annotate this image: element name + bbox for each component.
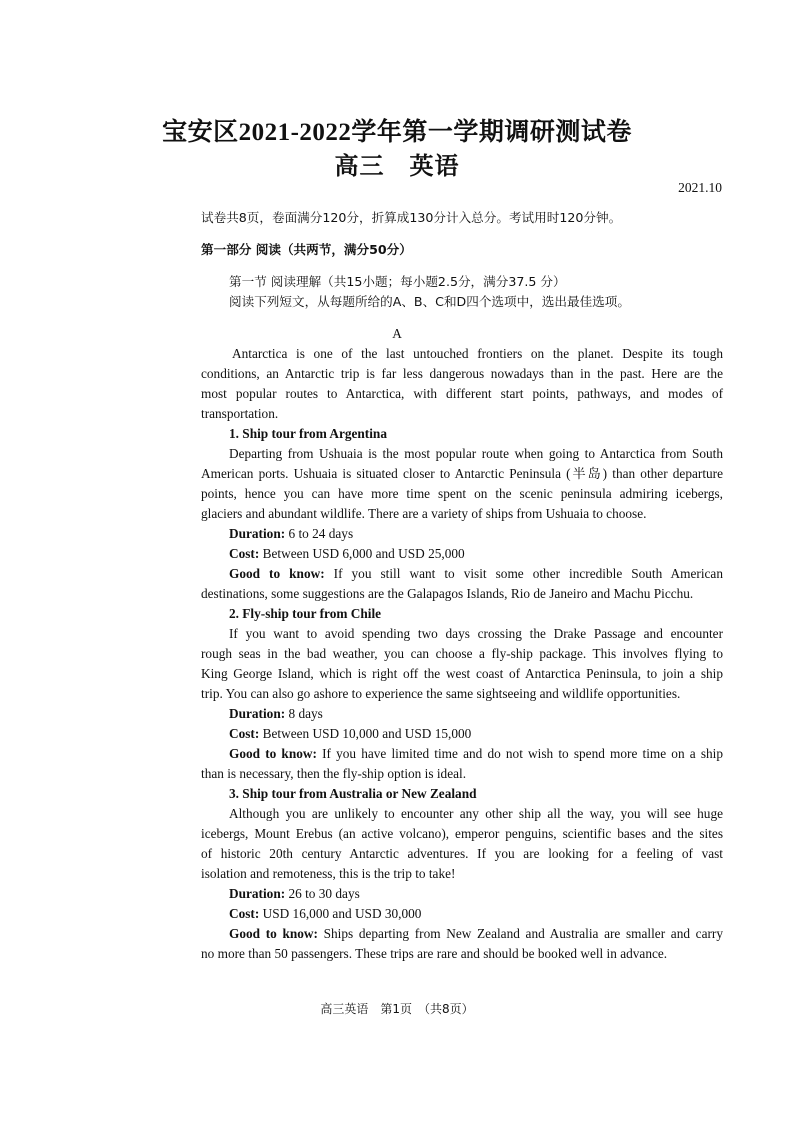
route2-know: [229, 744, 723, 764]
route3-line: of historic 20th century Antarctic adventures. If you are looking for a feeling of vast: [201, 846, 723, 861]
know-label: Good to know:: [229, 566, 325, 581]
cost-label: Cost:: [229, 906, 260, 921]
route1-know-line: destinations, some suggestions are the Galapagos Islands, Rio de Janeiro and Machu Picchu.: [201, 586, 694, 601]
intro-line: Antarctica is one of the last untouched frontiers on the planet. Despite its tough: [232, 346, 723, 361]
exam-title: 宝安区2021-2022学年第一学期调研测试卷: [162, 119, 632, 146]
duration-value: 8 days: [285, 706, 323, 721]
duration-value: 6 to 24 days: [285, 526, 354, 541]
route2-heading: 2. Fly-ship tour from Chile: [229, 606, 382, 621]
route3-line: Although you are unlikely to encounter any other ship all the way, you will see huge: [229, 806, 723, 821]
duration-label: Duration:: [229, 886, 286, 901]
duration-value: 26 to 30 days: [285, 886, 360, 901]
cost-label: Cost:: [229, 546, 260, 561]
intro-line: conditions, an Antarctic trip is far less dangerous nowadays than in the past. Here are the: [201, 366, 723, 381]
know-label: Good to know:: [229, 746, 317, 761]
route1-know: [229, 564, 723, 584]
route3-line: icebergs, Mount Erebus (an active volcano), emperor penguins, scientific bases and the sites: [201, 826, 723, 841]
route2-duration: [229, 704, 323, 724]
route3-line: isolation and remoteness, this is the trip to take!: [201, 866, 456, 881]
route2-line: King George Island, which is right off the west coast of Antarctica Peninsula, to join a ship: [201, 666, 723, 681]
section1-instruction: 阅读下列短文，从每题所给的A、B、C和D四个选项中，选出最佳选项。: [229, 294, 630, 309]
duration-label: Duration:: [229, 526, 286, 541]
know-text: If you have limited time and do not wish to spend more time on a ship: [316, 746, 723, 761]
section1-title: 第一节 阅读理解（共15小题；每小题2.5分，满分37.5 分）: [229, 274, 566, 289]
know-label: Good to know:: [229, 926, 318, 941]
cost-value: Between USD 10,000 and USD 15,000: [259, 726, 472, 741]
route2-line: trip. You can also go ashore to experience the same sightseeing and wildlife opportunities.: [201, 686, 681, 701]
know-text: Ships departing from New Zealand and Australia are smaller and carry: [317, 926, 723, 941]
exam-date: 2021.10: [678, 180, 722, 195]
exam-subtitle: 高三 英语: [334, 154, 460, 180]
cost-value: Between USD 6,000 and USD 25,000: [259, 546, 465, 561]
intro-line: transportation.: [201, 406, 279, 421]
duration-label: Duration:: [229, 706, 286, 721]
route1-line: glaciers and abundant wildlife. There are a variety of ships from Ushuaia to choose.: [201, 506, 647, 521]
route1-line: American ports. Ushuaia is situated closer to Antarctic Peninsula (半岛) than other departure: [201, 466, 723, 481]
route2-line: rough seas in the bad weather, you can choose a fly-ship package. This involves flying to: [201, 646, 723, 661]
route3-duration: [229, 884, 360, 904]
route2-cost: [229, 724, 471, 744]
route3-cost: [229, 904, 421, 924]
cost-label: Cost:: [229, 726, 260, 741]
route1-heading: 1. Ship tour from Argentina: [229, 426, 387, 441]
route1-duration: [229, 524, 353, 544]
cost-value: USD 16,000 and USD 30,000: [259, 906, 422, 921]
route1-line: Departing from Ushuaia is the most popular route when going to Antarctica from South: [229, 446, 723, 461]
route2-line: If you want to avoid spending two days crossing the Drake Passage and encounter: [229, 626, 723, 641]
part1-title: 第一部分 阅读（共两节，满分50分）: [201, 242, 412, 257]
exam-info: 试卷共8页，卷面满分120分，折算成130分计入总分。考试用时120分钟。: [201, 210, 622, 225]
route1-cost: [229, 544, 465, 564]
route3-know-line: no more than 50 passengers. These trips are rare and should be booked well in advance.: [201, 946, 668, 961]
route1-line: points, hence you can have more time spent on the scenic peninsula admiring icebergs,: [201, 486, 723, 501]
know-text: If you still want to visit some other incredible South American: [324, 566, 723, 581]
route2-know-line: than is necessary, then the fly-ship option is ideal.: [201, 766, 467, 781]
route3-know: [229, 924, 723, 944]
route3-heading: 3. Ship tour from Australia or New Zealand: [229, 786, 477, 801]
page-footer: 高三英语 第1页 （共8页）: [320, 1002, 474, 1016]
intro-line: most popular routes to Antarctica, with different start points, pathways, and modes of: [201, 386, 723, 401]
passage-label: A: [392, 326, 402, 341]
